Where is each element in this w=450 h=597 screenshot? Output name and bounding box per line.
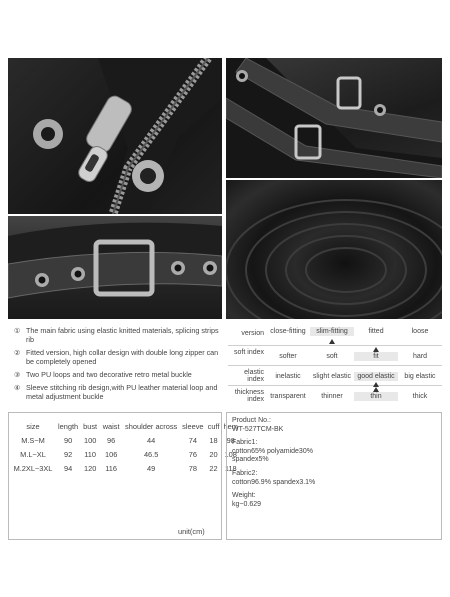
photo-cuff-buckle [8, 216, 222, 319]
table-row: M.2XL~3XL 94 120 116 49 78 22 118 [13, 463, 237, 473]
size-table-header: size length bust waist shoulder across sleeve cuff hem [26, 421, 238, 431]
photo-rib-knit [226, 180, 442, 319]
cuff-illustration [8, 216, 222, 319]
feature-item: ② Fitted version, high collar design with double long zipper can be completely opened [14, 347, 219, 367]
weight: Weight: kg~0.629 [232, 492, 261, 508]
fabric-1: Fabric1: cotton65% polyamide30% spandex5% [232, 439, 313, 464]
selected-marker [373, 387, 379, 392]
spec-row-version: version close-fitting slim-fitting fitted loose [228, 326, 442, 346]
product-number: Product No.: WT-527TCM-BK [232, 417, 284, 433]
feature-item: ① The main fabric using elastic knitted materials, splicing strips rib [14, 326, 219, 345]
spec-row-soft: soft index softer soft fit hard [228, 346, 442, 366]
feature-item: ④ Sleeve stitching rib design,with PU leather material loop and metal adjustment buckle [14, 382, 218, 401]
spec-row-elastic: elastic index inelastic slight elastic good elastic big elastic [228, 366, 442, 386]
photo-zipper [8, 58, 222, 214]
buckles-illustration [226, 58, 442, 178]
feature-list [14, 326, 224, 404]
fabric-2: Fabric2: cotton96.9% spandex3.1% [232, 469, 316, 486]
photo-collar-buckles [226, 58, 442, 178]
rib-illustration [226, 180, 442, 319]
product-info [232, 417, 315, 514]
unit-label: unit(cm) [178, 527, 205, 536]
size-table [10, 419, 240, 475]
selected-marker [329, 339, 335, 344]
selected-marker [373, 347, 379, 352]
feature-item: ③ Two PU loops and two decorative retro metal buckle [14, 369, 192, 379]
table-row: M.L~XL 92 110 106 46.5 76 20 108 [20, 449, 237, 459]
table-row: M.S~M 90 100 96 44 74 18 98 [21, 435, 235, 445]
spec-row-thickness: thickness index transparent thinner thin thick [234, 389, 428, 403]
zipper-illustration [8, 58, 222, 214]
